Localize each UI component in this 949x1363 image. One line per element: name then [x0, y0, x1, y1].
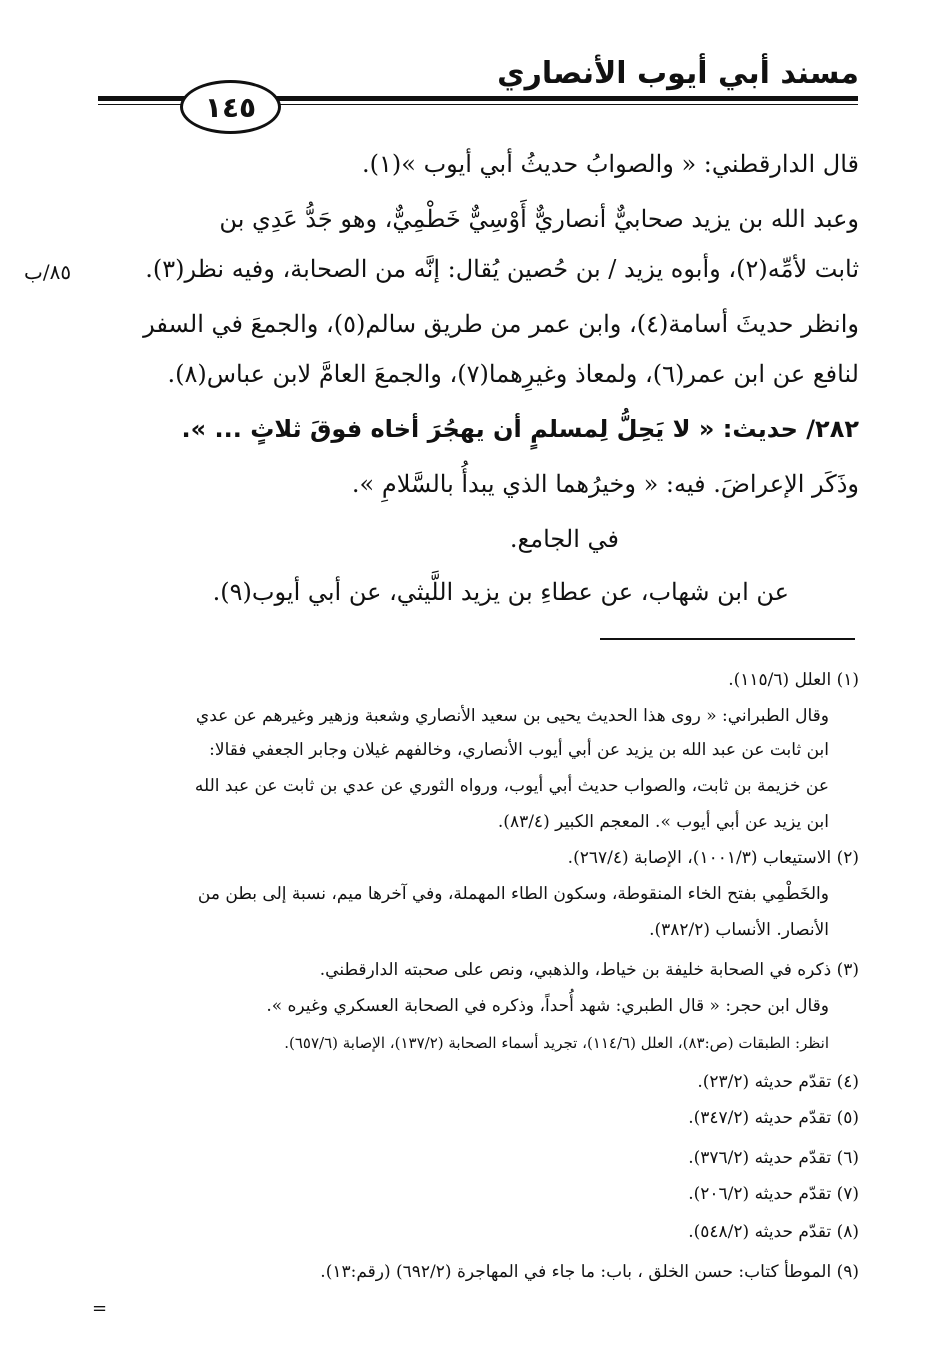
- footnote-7: (٧) تقدّم حديثه (٢٠٦/٢).: [688, 1184, 859, 1204]
- footnote-separator: [600, 638, 855, 640]
- footnote-2-line: الأنصار. الأنساب (٣٨٢/٢).: [649, 920, 829, 940]
- footnote-9: (٩) الموطأ كتاب: حسن الخلق ، باب: ما جاء في المهاجرة (٦٩٢/٢) (رقم:١٣).: [320, 1262, 859, 1282]
- body-line-9: عن ابن شهاب، عن عطاءِ بن يزيد اللَّيثي، عن أبي أيوب(٩).: [212, 578, 789, 606]
- footnote-1-line: وقال الطبراني: « روى هذا الحديث يحيى بن سعيد الأنصاري وشعبة وزهير وغيرهم عن عدي: [195, 706, 829, 726]
- footnote-3-line: انظر: الطبقات (ص:٨٣)، العلل (١١٤/٦)، تجريد أسماء الصحابة (١٣٧/٢)، الإصابة (٦٥٧/٦).: [284, 1034, 829, 1052]
- body-line-2: وعبد الله بن يزيد صحابيٌّ أنصاريٌّ أَوْسِيٌّ خَطْمِيٌّ، وهو جَدُّ عَدِي بن: [219, 205, 859, 233]
- footnote-3: (٣) ذكره في الصحابة خليفة بن خياط، والذهبي، ونص على صحبته الدارقطني.: [319, 960, 859, 980]
- footnote-6: (٦) تقدّم حديثه (٣٧٦/٢).: [688, 1148, 859, 1168]
- body-line-8: في الجامع.: [509, 525, 619, 553]
- footnote-1-line: ابن يزيد عن أبي أيوب ». المعجم الكبير (٨٣/٤).: [497, 812, 829, 832]
- footnote-3-line: وقال ابن حجر: « قال الطبري: شهد أُحداً، وذكره في الصحابة العسكري وغيره ».: [266, 996, 829, 1016]
- page-number: ١٤٥: [180, 80, 281, 134]
- footnote-4: (٤) تقدّم حديثه (٢٣/٢).: [697, 1072, 859, 1092]
- footnote-2: (٢) الاستيعاب (١٠٠١/٣)، الإصابة (٢٦٧/٤).: [567, 848, 859, 868]
- continuation-mark: =: [92, 1298, 108, 1319]
- body-line-1: قال الدارقطني: « والصوابُ حديثُ أبي أيوب »(١).: [362, 150, 859, 178]
- footnote-8: (٨) تقدّم حديثه (٥٤٨/٢).: [688, 1222, 859, 1242]
- body-line-3: ثابت لأمِّه(٢)، وأبوه يزيد / بن حُصين يُقال: إنَّه من الصحابة، وفيه نظر(٣).: [145, 255, 859, 283]
- footnote-5: (٥) تقدّم حديثه (٣٤٧/٢).: [688, 1108, 859, 1128]
- body-line-4: وانظر حديثَ أسامة(٤)، وابن عمر من طريق سالم(٥)، والجمعَ في السفر: [143, 310, 859, 338]
- footnote-2-line: والخَطْمِي بفتح الخاء المنقوطة، وسكون الطاء المهملة، وفي آخرها ميم، نسبة إلى بطن من: [197, 884, 829, 904]
- footnote-1-line: ابن ثابت عن عبد الله بن يزيد عن أبي أيوب الأنصاري، وخالفهم غيلان وجابر الجعفي فقالا:: [209, 740, 829, 760]
- page-header-title: مسند أبي أيوب الأنصاري: [497, 56, 859, 91]
- margin-note: ٨٥/ب: [24, 260, 72, 284]
- body-line-5: لنافع عن ابن عمر(٦)، ولمعاذ وغيرِهما(٧)، والجمعَ العامَّ لابن عباس(٨).: [167, 360, 859, 388]
- hadith-heading: ٢٨٢/ حديث: « لا يَحِلُّ لِمسلمٍ أن يهجُرَ أخاه فوقَ ثلاثٍ ... ».: [181, 415, 859, 443]
- footnote-1-line: عن خزيمة بن ثابت، والصواب حديث أبي أيوب، ورواه الثوري عن عدي بن ثابت عن عبد الله: [194, 776, 829, 796]
- footnote-1: (١) العلل (١١٥/٦).: [728, 670, 859, 690]
- body-line-7: وذَكَر الإعراضَ. فيه: « وخيرُهما الذي يبدأُ بالسَّلامِ ».: [351, 470, 859, 498]
